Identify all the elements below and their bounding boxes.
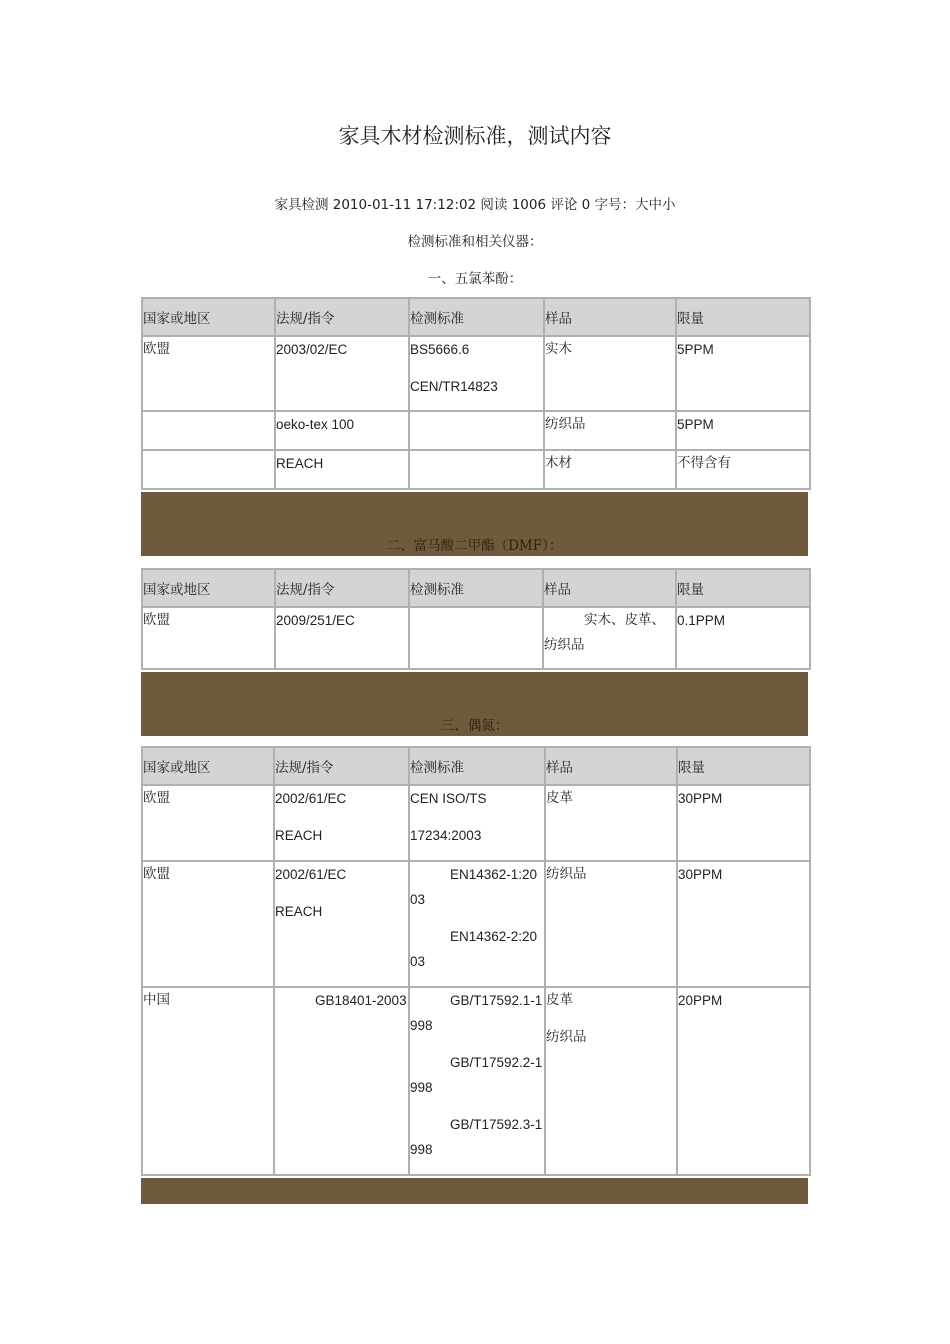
cell-text: 木材 <box>545 455 572 471</box>
table-row <box>142 607 810 669</box>
cell-text: 欧盟 <box>143 790 170 806</box>
cell-region <box>142 785 274 861</box>
intro-text: 检测标准和相关仪器： <box>407 234 543 250</box>
table-row <box>142 411 810 450</box>
article-meta: 家具检测 2010-01-11 17:12:02 阅读 1006 评论 0 字号：大中小 <box>274 197 676 213</box>
cell-text: 实木、皮革、纺织品 <box>544 612 665 653</box>
header-region: 国家或地区 <box>142 747 274 785</box>
cell-text: oeko-tex 100 <box>276 417 355 432</box>
cell-text: EN14362-2:2003 <box>410 929 538 969</box>
header-regulation: 法规/指令 <box>275 569 409 607</box>
cell-text: EN14362-1:2003 <box>410 867 538 907</box>
cell-regulation <box>274 785 409 861</box>
cell-regulation <box>275 411 409 450</box>
cell-standard <box>409 450 544 489</box>
cell-text: 5PPM <box>677 417 714 432</box>
cell-text: 17234:2003 <box>410 828 482 843</box>
table-azo <box>141 746 811 1176</box>
cell-text: 30PPM <box>678 791 723 806</box>
cell-standard <box>409 861 545 987</box>
cell-sample <box>543 607 676 669</box>
header-limit: 限量 <box>677 747 810 785</box>
cell-sample <box>545 861 677 987</box>
cell-text: 2002/61/EC <box>275 791 347 806</box>
cell-limit <box>677 785 810 861</box>
cell-standard <box>409 785 545 861</box>
section-label-3: 三、偶氮： <box>440 718 509 734</box>
cell-text: BS5666.6 <box>410 342 470 357</box>
cell-limit <box>676 336 810 411</box>
cell-sample <box>544 336 676 411</box>
cell-limit <box>676 450 810 489</box>
header-sample: 样品 <box>543 569 676 607</box>
cell-sample <box>545 987 677 1175</box>
table-row <box>142 336 810 411</box>
table-header-row <box>142 569 810 607</box>
cell-region <box>142 336 275 411</box>
header-regulation: 法规/指令 <box>274 747 409 785</box>
table-row <box>142 987 810 1175</box>
cell-text: 2009/251/EC <box>276 613 355 628</box>
cell-limit <box>677 861 810 987</box>
table-dmf <box>141 568 811 670</box>
cell-limit <box>677 987 810 1175</box>
cell-text: 纺织品 <box>546 866 587 882</box>
cell-text: 皮革 <box>546 790 573 806</box>
header-sample: 样品 <box>545 747 677 785</box>
cell-text: 不得含有 <box>677 455 731 471</box>
cell-region <box>142 987 274 1175</box>
cell-text: 5PPM <box>677 342 714 357</box>
cell-text: GB/T17592.1-1998 <box>410 993 543 1033</box>
cell-text: 欧盟 <box>143 866 170 882</box>
header-region: 国家或地区 <box>142 569 275 607</box>
section-label-1: 一、五氯苯酚： <box>427 271 523 287</box>
cell-text: 2003/02/EC <box>276 342 348 357</box>
cell-limit <box>676 607 810 669</box>
cell-text: 欧盟 <box>143 341 170 357</box>
cell-text: 30PPM <box>678 867 723 882</box>
table-row <box>142 785 810 861</box>
section-band-3 <box>141 672 808 736</box>
section-label-2: 二、富马酸二甲酯（DMF）： <box>386 538 563 554</box>
table-pcp <box>141 297 811 490</box>
cell-text: 纺织品 <box>545 416 586 432</box>
cell-text: REACH <box>275 828 323 843</box>
table-row <box>142 861 810 987</box>
cell-text: GB18401-2003 <box>315 993 407 1008</box>
header-limit: 限量 <box>676 569 810 607</box>
cell-text: 0.1PPM <box>677 613 726 628</box>
cell-standard <box>409 987 545 1175</box>
cell-text: 20PPM <box>678 993 723 1008</box>
header-standard: 检测标准 <box>409 298 544 336</box>
table-row <box>142 450 810 489</box>
cell-regulation <box>275 607 409 669</box>
header-limit: 限量 <box>676 298 810 336</box>
table-header-row <box>142 747 810 785</box>
cell-region <box>142 607 275 669</box>
page-title: 家具木材检测标准，测试内容 <box>338 124 612 148</box>
cell-standard <box>409 336 544 411</box>
cell-text: 欧盟 <box>143 612 170 628</box>
cell-text: 纺织品 <box>546 1029 587 1045</box>
cell-text: 皮革 <box>546 992 573 1008</box>
cell-text: CEN/TR14823 <box>410 379 498 394</box>
cell-text: 实木 <box>545 341 572 357</box>
cell-text: 中国 <box>143 992 170 1008</box>
header-region: 国家或地区 <box>142 298 275 336</box>
cell-sample <box>545 785 677 861</box>
cell-regulation <box>274 987 409 1175</box>
cell-standard <box>409 411 544 450</box>
header-standard: 检测标准 <box>409 569 543 607</box>
section-band-end <box>141 1178 808 1204</box>
cell-limit <box>676 411 810 450</box>
cell-regulation <box>275 450 409 489</box>
cell-sample <box>544 411 676 450</box>
table-header-row <box>142 298 810 336</box>
header-regulation: 法规/指令 <box>275 298 409 336</box>
cell-text: REACH <box>275 904 323 919</box>
cell-standard <box>409 607 543 669</box>
cell-regulation <box>275 336 409 411</box>
cell-text: 2002/61/EC <box>275 867 347 882</box>
cell-sample <box>544 450 676 489</box>
section-band-2 <box>141 492 808 556</box>
cell-text: GB/T17592.3-1998 <box>410 1117 543 1157</box>
cell-regulation <box>274 861 409 987</box>
cell-region <box>142 411 275 450</box>
cell-region <box>142 450 275 489</box>
cell-text: GB/T17592.2-1998 <box>410 1055 543 1095</box>
cell-region <box>142 861 274 987</box>
cell-text: REACH <box>276 456 324 471</box>
header-sample: 样品 <box>544 298 676 336</box>
header-standard: 检测标准 <box>409 747 545 785</box>
cell-text: CEN ISO/TS <box>410 791 487 806</box>
